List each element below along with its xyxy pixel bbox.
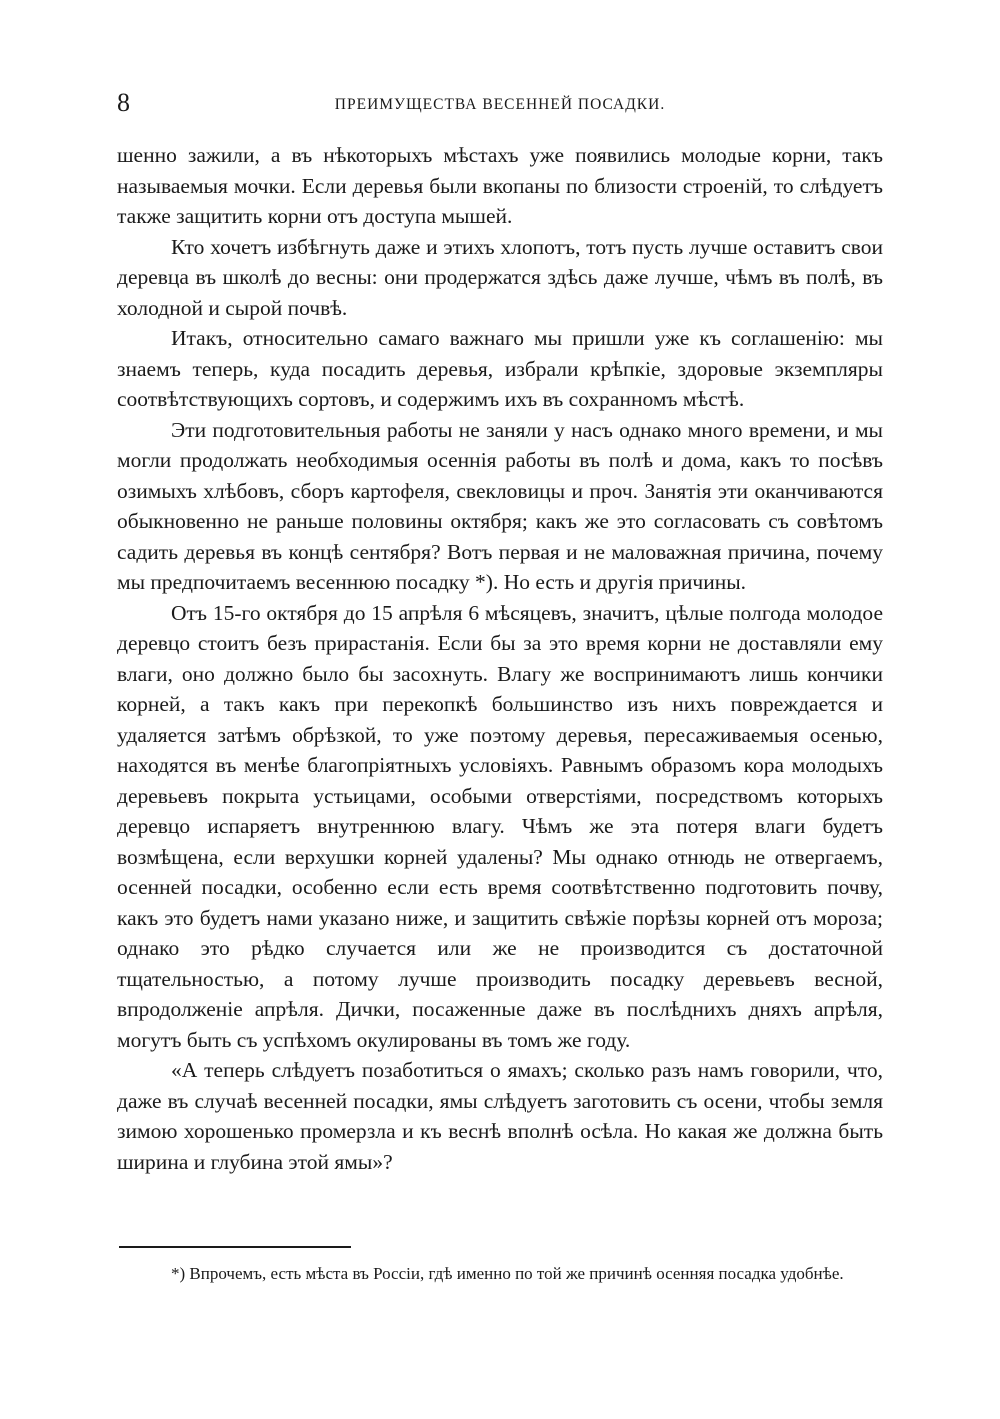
paragraph-5: Отъ 15-го октября до 15 апрѣля 6 мѣсяцевъ, значитъ, цѣлые полгода молодое деревцо стоитъ безъ прирастанія. Если бы за это время корни не доставляли ему влаги, оно должно было бы засохнуть. Влагу же воспринимаютъ лишь кончики корней, а такъ какъ при перекопкѣ большинство изъ нихъ повреждается и удаляется затѣмъ обрѣзкой, то уже поэтому деревья, пересаживаемыя осенью, находятся въ менѣе благопріятныхъ условіяхъ. Равнымъ образомъ кора молодыхъ деревьевъ покрыта устьицами, особыми отверстіями, посредствомъ которыхъ деревцо испаряетъ внутреннюю влагу. Чѣмъ же эта потеря влаги будетъ возмѣщена, если верхушки корней удалены? Мы однако отнюдь не отвергаемъ, осенней посадки, особенно если есть время соотвѣтственно подготовить почву, какъ это будетъ нами указано ниже, и защитить свѣжіе порѣзы корней отъ мороза; однако это рѣдко случается или же не производится съ достаточной тщательностью, а потому лучше производить посадку деревьевъ весной, впродолженіе апрѣля. Дички, посаженные даже въ послѣднихъ дняхъ апрѣля, могутъ быть съ успѣхомъ окулированы въ томъ же году.: [117, 600, 883, 1052]
page-number: 8: [117, 88, 130, 117]
page-header: [117, 88, 883, 124]
paragraph-4: Эти подготовительныя работы не заняли у насъ однако много времени, и мы могли продолжать необходимыя осеннія работы въ полѣ и дома, какъ то посѣвъ озимыхъ хлѣбовъ, сборъ картофеля, свекловицы и проч. Занятія эти оканчиваются обыкновенно не раньше половины октября; какъ же это согласовать съ совѣтомъ садить деревья въ концѣ сентября? Вотъ первая и не маловажная причина, почему мы предпочитаемъ весеннюю посадку *). Но есть и другія причины.: [117, 417, 883, 594]
footnote: *) Впрочемъ, есть мѣста въ Россіи, гдѣ именно по той же причинѣ осенняя посадка удобнѣе.: [171, 1264, 844, 1283]
paragraph-6: «А теперь слѣдуетъ позаботиться о ямахъ; сколько разъ намъ говорили, что, даже въ случаѣ весенней посадки, ямы слѣдуетъ заготовить съ осени, чтобы земля зимою хорошенько промерзла и къ веснѣ вполнѣ осѣла. Но какая же должна быть ширина и глубина этой ямы»?: [117, 1058, 883, 1174]
footnote-divider: [119, 1246, 351, 1248]
body-text: [117, 140, 883, 1177]
paragraph-1: шенно зажили, а въ нѣкоторыхъ мѣстахъ уже появились молодые корни, такъ называемыя мочки. Если деревья были вкопаны по близости строеній, то слѣдуетъ также защитить корни отъ доступа мышей.: [117, 143, 883, 228]
paragraph-2: Кто хочетъ избѣгнуть даже и этихъ хлопотъ, тотъ пусть лучше оставитъ свои деревца въ школѣ до весны: они продержатся здѣсь даже лучше, чѣмъ въ полѣ, въ холодной и сырой почвѣ.: [117, 234, 883, 320]
running-title: ПРЕИМУЩЕСТВА ВЕСЕННЕЙ ПОСАДКИ.: [334, 96, 666, 113]
paragraph-3: Итакъ, относительно самаго важнаго мы пришли уже къ соглашенію: мы знаемъ теперь, куда посадить деревья, избрали крѣпкіе, здоровые экземпляры соотвѣтствующихъ сортовъ, и содержимъ ихъ въ сохранномъ мѣстѣ.: [117, 326, 883, 411]
